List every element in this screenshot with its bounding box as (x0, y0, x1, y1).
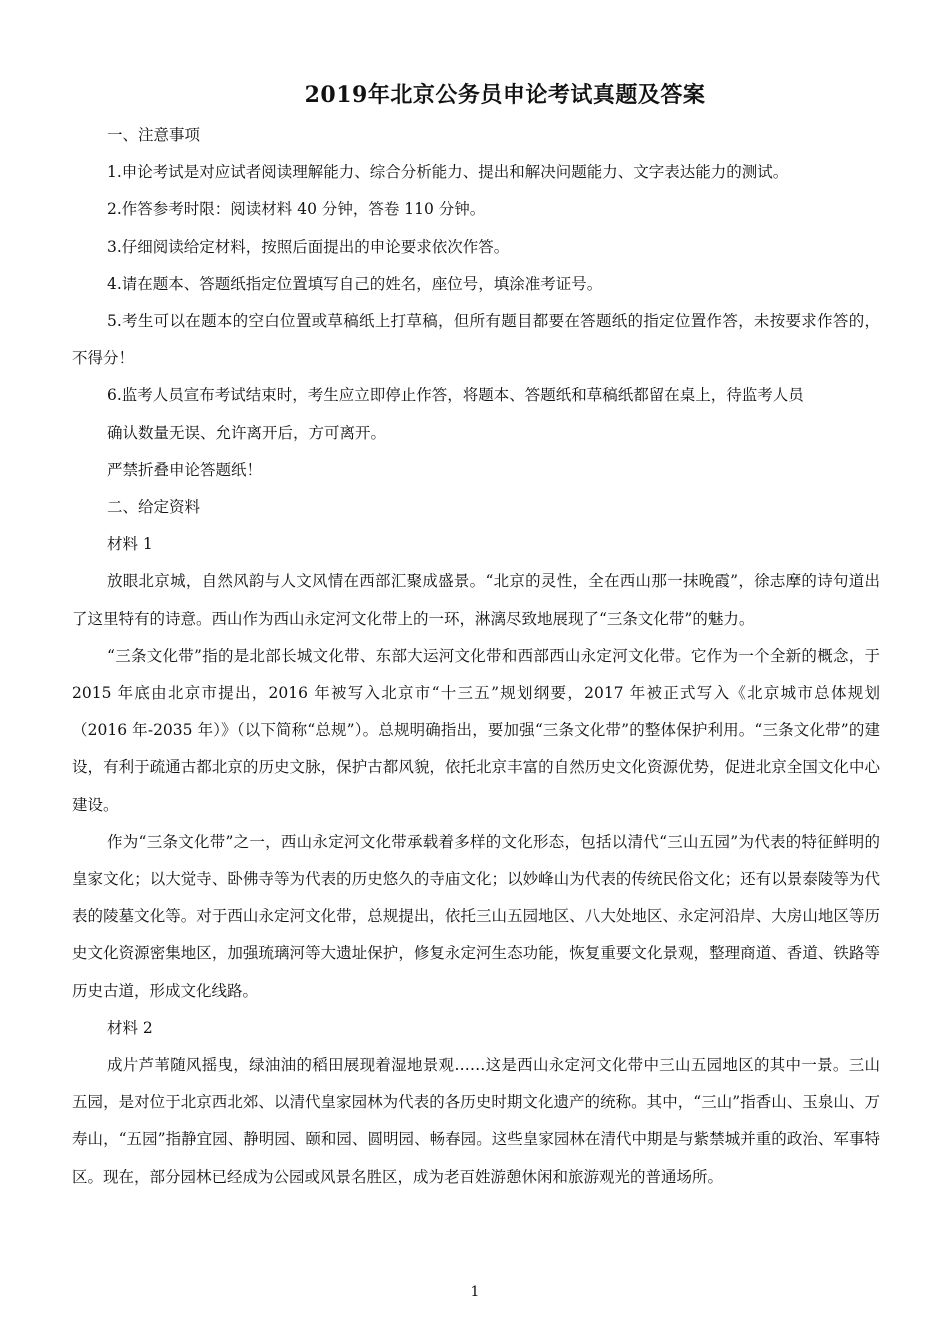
notice-item: 4.请在题本、答题纸指定位置填写自己的姓名，座位号，填涂准考证号。 (107, 274, 603, 293)
section-heading-notice: 一、注意事项 (107, 126, 201, 144)
material-paragraph: “三条文化带”指的是北部长城文化带、东部大运河文化带和西部西山永定河文化带。它作为一个全新的概念，于 2015 年底由北京市提出，2016 年被写入北京市“十三五”规划纲要，2017 年被正式写入《北京城市总体规划（2016 年-2035 年）》（以下简称“总规”）。总规明确指出，要加强“三条文化带”的整体保护利用。“三条文化带”的建设，有利于疏通古都北京的历史文脉，保护古都风貌，依托北京丰富的自然历史文化资源优势，促进北京全国文化中心建设。 (72, 646, 880, 814)
material-paragraph: 放眼北京城，自然风韵与人文风情在西部汇聚成盛景。“北京的灵性，全在西山那一抹晚霞”，徐志摩的诗句道出了这里特有的诗意。西山作为西山永定河文化带上的一环，淋漓尽致地展现了“三条文化带”的魅力。 (72, 572, 880, 628)
document-body (72, 117, 880, 1196)
notice-item: 1.申论考试是对应试者阅读理解能力、综合分析能力、提出和解决问题能力、文字表达能力的测试。 (107, 163, 789, 182)
page-number: 1 (470, 1284, 480, 1300)
material-label: 材料 2 (107, 1018, 153, 1037)
notice-item: 3.仔细阅读给定材料，按照后面提出的申论要求依次作答。 (107, 237, 510, 256)
notice-item: 确认数量无误、允许离开后，方可离开。 (107, 423, 387, 442)
notice-item: 2.作答参考时限：阅读材料 40 分钟，答卷 110 分钟。 (107, 200, 486, 219)
material-paragraph: 成片芦苇随风摇曳，绿油油的稻田展现着湿地景观……这是西山永定河文化带中三山五园地区的其中一景。三山五园，是对位于北京西北郊、以清代皇家园林为代表的各历史时期文化遗产的统称。其中，“三山”指香山、玉泉山、万寿山，“五园”指静宜园、静明园、颐和园、圆明园、畅春园。这些皇家园林在清代中期是与紫禁城并重的政治、军事特区。现在，部分园林已经成为公园或风景名胜区，成为老百姓游憩休闲和旅游观光的普通场所。 (72, 1056, 880, 1186)
notice-item: 6.监考人员宣布考试结束时，考生应立即停止作答，将题本、答题纸和草稿纸都留在桌上，待监考人员 (107, 386, 804, 405)
material-paragraph: 作为“三条文化带”之一，西山永定河文化带承载着多样的文化形态，包括以清代“三山五园”为代表的特征鲜明的皇家文化；以大觉寺、卧佛寺等为代表的历史悠久的寺庙文化；以妙峰山为代表的传统民俗文化；还有以景泰陵等为代表的陵墓文化等。对于西山永定河文化带，总规提出，依托三山五园地区、八大处地区、永定河沿岸、大房山地区等历史文化资源密集地区，加强琉璃河等大遗址保护，修复永定河生态功能，恢复重要文化景观，整理商道、香道、铁路等历史古道，形成文化线路。 (72, 832, 880, 1000)
document-title: 2019年北京公务员申论考试真题及答案 (304, 82, 706, 108)
material-label: 材料 1 (107, 535, 153, 554)
notice-item: 5.考生可以在题本的空白位置或草稿纸上打草稿，但所有题目都要在答题纸的指定位置作答，未按要求作答的，不得分！ (72, 312, 880, 368)
section-heading-materials: 二、给定资料 (107, 498, 201, 517)
notice-warning: 严禁折叠申论答题纸！ (107, 460, 263, 479)
